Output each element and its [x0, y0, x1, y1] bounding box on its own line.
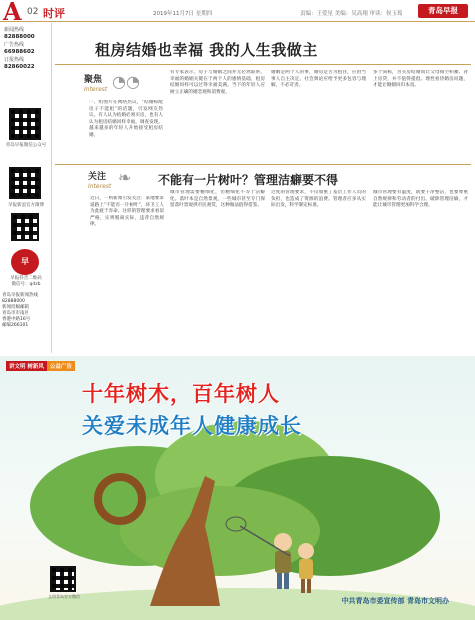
divider: [55, 64, 471, 65]
ad-tag-secondary: 公益广告: [47, 361, 75, 371]
publish-date: 2019年11月7日 星期四: [153, 11, 213, 17]
sidebar-note-0: 青岛早报新闻热线: [2, 293, 38, 298]
app-qr-code[interactable]: [11, 213, 39, 241]
sidebar-note-2: 新闻投稿邮箱: [2, 305, 29, 310]
article1-column-1: 一、组图片在网络热议，“结婚标配房子不能租”的话题，引发网友热议。有人认为结婚必须买房，也有人认为租房结婚同样幸福。调查发现，越来越多的年轻人开始接受租房结婚。: [89, 100, 163, 138]
divider: [55, 164, 471, 165]
ad-sponsor: 中共青岛市委宣传部 青岛市文明办: [341, 597, 449, 605]
sidebar-note-4: 香港中路16号: [2, 317, 31, 322]
leaf-icon: ❧: [118, 168, 132, 187]
qr-caption: 青岛早报微信公众号: [5, 143, 47, 148]
hotline-label: 订报热线: [4, 57, 25, 63]
editors-credit: 责编：王爱星 美编：吴高翔 审读：侯玉筠: [300, 11, 403, 17]
page-number: 02: [27, 7, 39, 17]
hotline-ad: [4, 42, 50, 56]
column-tag: 关注: [88, 172, 107, 182]
article2-column-3: 过度的管理要求，不仅加重了基层工作人员的负担，也造成了资源的浪费。管理者应多从实际出发，科学制定标准。: [271, 190, 366, 208]
page-header: [0, 0, 475, 26]
article2-column-4: 城市管理要有温度，既要干净整洁，也要尊重自然规律和劳动者的付出。破除管理洁癖，才能让城市管理更加科学合理。: [373, 190, 468, 208]
column-tag-en: Interest: [88, 183, 112, 190]
page-letter: A: [3, 0, 22, 26]
hotline-number: 82888000: [4, 34, 35, 40]
sidebar-note-1: 82888000: [2, 299, 25, 304]
glasses-icon: ◔◔: [112, 72, 140, 91]
article1-column-3: 婚姻是两个人的事，婚房是否为租住，应由当事人自主决定。社会舆论应给予更多包容与理解，不必苛责。: [271, 70, 366, 88]
ad-qr-code[interactable]: [50, 566, 76, 592]
girl-body: [299, 559, 313, 579]
qr-subcaption: 微信号：qdzb: [11, 282, 41, 287]
qr-caption: 早报新浪官方微博: [8, 203, 44, 208]
hotline-subscribe: [4, 57, 50, 71]
sidebar: [0, 23, 52, 353]
column-tag-en: Interest: [84, 86, 108, 93]
article1-headline[interactable]: 租房结婚也幸福 我的人生我做主: [95, 41, 318, 59]
girl-head: [298, 543, 314, 559]
boy-leg: [277, 573, 282, 589]
ad-tag: 讲文明 树新风: [6, 361, 47, 371]
article2-column-1: 近日，一则新闻引发关注：某地要求道路上“不能有一片树叶”，环卫工人为此疲于奔命。这样的管理要求看似严格，实则脱离实际，违背自然规律。: [90, 196, 164, 227]
ad-slogan-primary: 十年树木，百年树人: [82, 382, 280, 406]
hotline-news: [4, 27, 50, 41]
girl-leg: [307, 579, 311, 593]
hotline-label: 广告热线: [4, 42, 25, 48]
wechat-qr-code[interactable]: [9, 108, 41, 140]
article1-column-2: 有专家表示，房子与婚姻之间并无必然联系，幸福的婚姻关键在于两个人的感情基础，租房结婚同样可以过得幸福美满。当下的年轻人应树立正确的婚恋观和消费观。: [170, 70, 265, 95]
hotline-label: 新闻热线: [4, 27, 25, 33]
wechat-logo: 早: [11, 249, 39, 275]
section-name: 时评: [43, 7, 65, 20]
ad-qr-caption: 文明青岛官方微信: [48, 594, 80, 599]
hotline-number: 82860022: [4, 64, 35, 70]
ad-tag-bar: [6, 361, 75, 371]
qr-caption: 早报抖音二维码: [10, 276, 42, 281]
article2-column-2: 城市管理需要精细化，但精细化不等于洁癖化。落叶本是自然景观，一些城市甚至专门保留落叶景观供市民观赏，这种做法值得借鉴。: [170, 190, 265, 208]
girl-leg: [301, 579, 305, 593]
masthead-logo: 青岛早报: [418, 4, 468, 18]
boy-leg: [284, 573, 289, 589]
ad-slogan-secondary: 关爱未成年人健康成长: [82, 414, 302, 438]
sidebar-note-3: 青岛市市南区: [2, 311, 29, 316]
weibo-qr-code[interactable]: [9, 167, 41, 199]
article1-column-4: 多个简称，为买房结婚而让父母掏空积蓄、背上房贷，并不值得提倡。理性看待婚房问题，才能让婚姻回归本真。: [373, 70, 468, 88]
article2-headline[interactable]: 不能有一片树叶？管理洁癖要不得: [158, 173, 339, 187]
hotline-number: 66988602: [4, 49, 35, 55]
column-tag: 聚焦: [84, 75, 103, 85]
sidebar-note-5: 邮编266101: [2, 323, 29, 328]
